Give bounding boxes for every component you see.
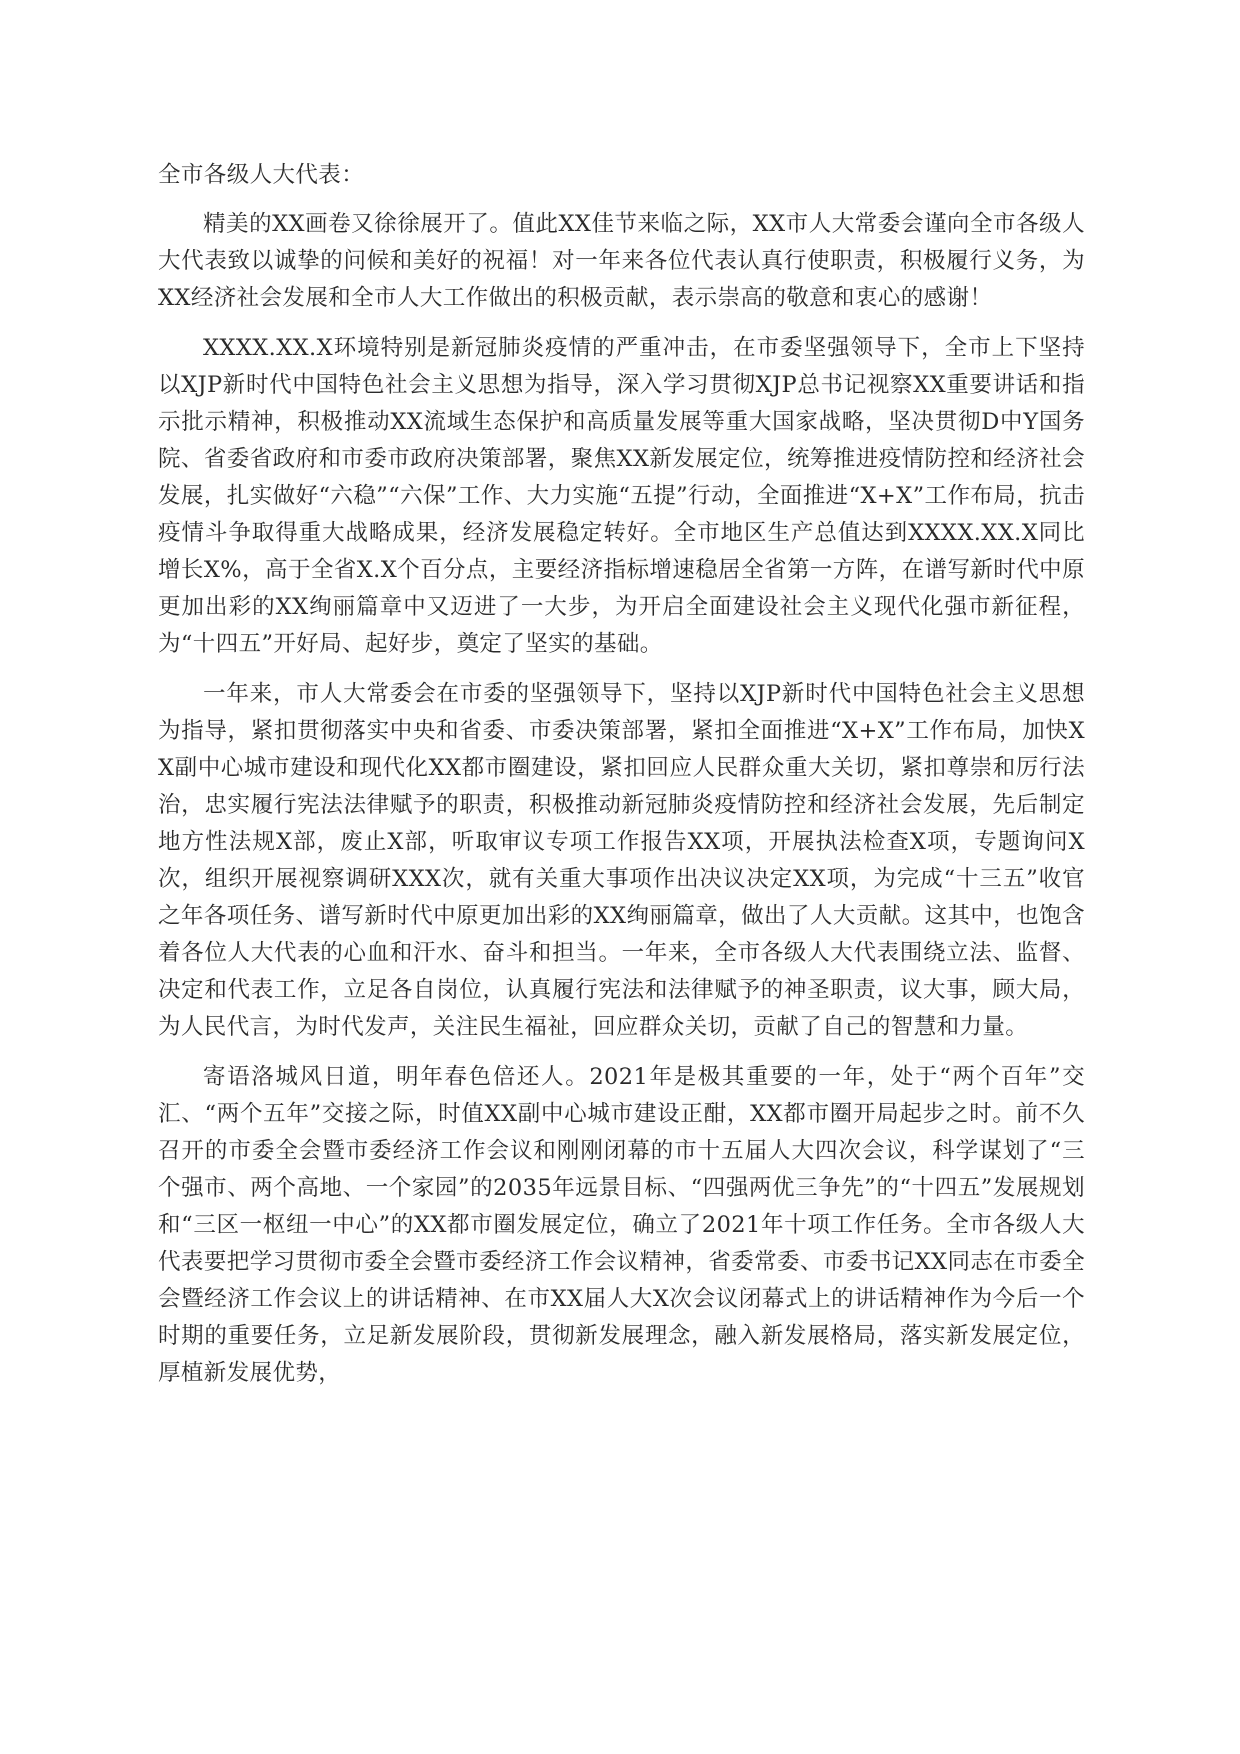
paragraph-3: 一年来，市人大常委会在市委的坚强领导下，坚持以XJP新时代中国特色社会主义思想为指导，紧扣贯彻落实中央和省委、市委决策部署，紧扣全面推进“X+X”工作布局，加快XX副中心城市建设和现代化XX都市圈建设，紧扣回应人民群众重大关切，紧扣尊崇和厉行法治，忠实履行宪法法律赋予的职责，积极推动新冠肺炎疫情防控和经济社会发展，先后制定地方性法规X部，废止X部，听取审议专项工作报告XX项，开展执法检查X项，专题询问X次，组织开展视察调研XXX次，就有关重大事项作出决议决定XX项，为完成“十三五”收官之年各项任务、谱写新时代中原更加出彩的XX绚丽篇章，做出了人大贡献。这其中，也饱含着各位人大代表的心血和汗水、奋斗和担当。一年来，全市各级人大代表围绕立法、监督、决定和代表工作，立足各自岗位，认真履行宪法和法律赋予的神圣职责，议大事，顾大局，为人民代言，为时代发声，关注民生福祉，回应群众关切，贡献了自己的智慧和力量。 — [158, 681, 1085, 1040]
salutation: 全市各级人大代表： — [158, 162, 365, 188]
paragraph-1: 精美的XX画卷又徐徐展开了。值此XX佳节来临之际，XX市人大常委会谨向全市各级人大代表致以诚挚的问候和美好的祝福！对一年来各位代表认真行使职责，积极履行义务，为XX经济社会发展和全市人大工作做出的积极贡献，表示崇高的敬意和衷心的感谢！ — [158, 211, 1085, 311]
paragraph-2: XXXX.XX.X环境特别是新冠肺炎疫情的严重冲击，在市委坚强领导下，全市上下坚持以XJP新时代中国特色社会主义思想为指导，深入学习贯彻XJP总书记视察XX重要讲话和指示批示精神，积极推动XX流域生态保护和高质量发展等重大国家战略，坚决贯彻D中Y国务院、省委省政府和市委市政府决策部署，聚焦XX新发展定位，统筹推进疫情防控和经济社会发展，扎实做好“六稳”“六保”工作、大力实施“五提”行动，全面推进“X+X”工作布局，抗击疫情斗争取得重大战略成果，经济发展稳定转好。全市地区生产总值达到XXXX.XX.X同比增长X%，高于全省X.X个百分点，主要经济指标增速稳居全省第一方阵，在谱写新时代中原更加出彩的XX绚丽篇章中又迈进了一大步，为开启全面建设社会主义现代化强市新征程，为“十四五”开好局、起好步，奠定了坚实的基础。 — [158, 335, 1085, 657]
document-body — [158, 157, 1085, 1405]
paragraph-4: 寄语洛城风日道，明年春色倍还人。2021年是极其重要的一年，处于“两个百年”交汇、“两个五年”交接之际，时值XX副中心城市建设正酣，XX都市圈开局起步之时。前不久召开的市委全会暨市委经济工作会议和刚刚闭幕的市十五届人大四次会议，科学谋划了“三个强市、两个高地、一个家园”的2035年远景目标、“四强两优三争先”的“十四五”发展规划和“三区一枢纽一中心”的XX都市圈发展定位，确立了2021年十项工作任务。全市各级人大代表要把学习贯彻市委全会暨市委经济工作会议精神，省委常委、市委书记XX同志在市委全会暨经济工作会议上的讲话精神、在市XX届人大X次会议闭幕式上的讲话精神作为今后一个时期的重要任务，立足新发展阶段，贯彻新发展理念，融入新发展格局，落实新发展定位，厚植新发展优势， — [158, 1064, 1085, 1386]
